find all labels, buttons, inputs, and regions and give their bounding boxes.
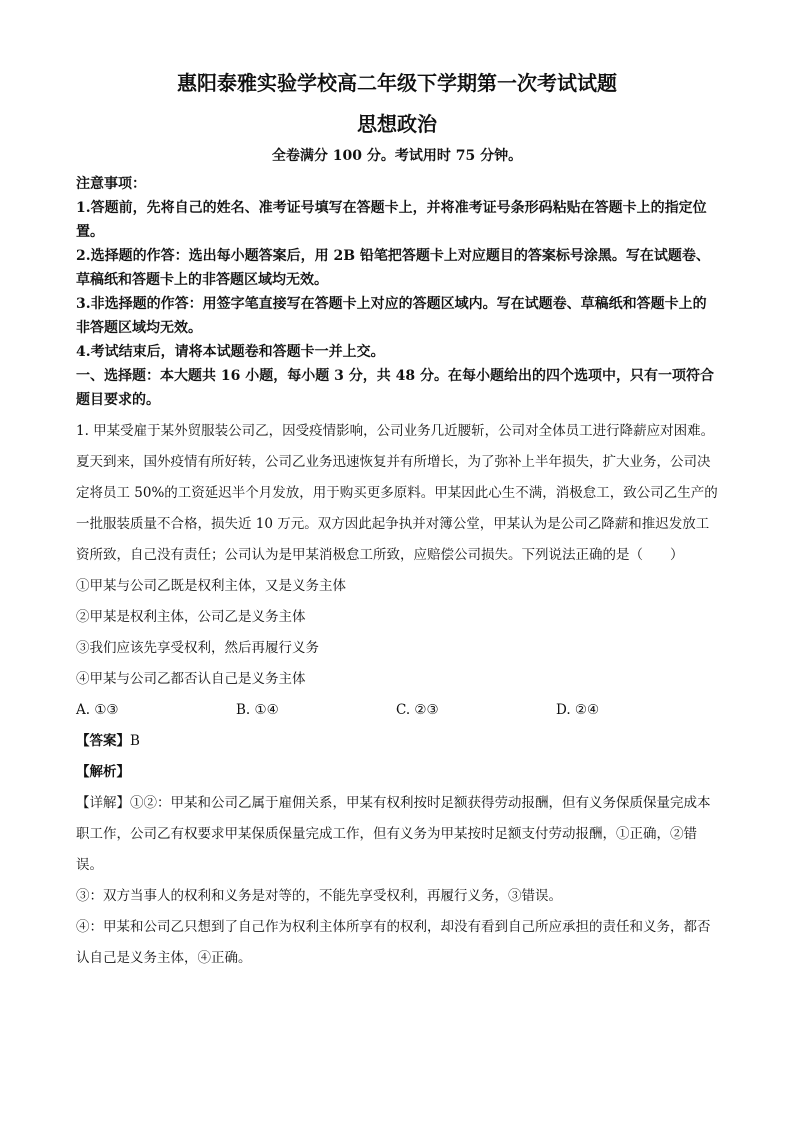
- option-d: D. ②④: [556, 702, 600, 718]
- answer-line: [76, 726, 718, 757]
- notice-item: 1.答题前，先将自己的姓名、准考证号填写在答题卡上，并将准考证号条形码粘贴在答题卡上的指定位置。: [76, 200, 707, 240]
- option-a: A. ①③: [76, 702, 119, 718]
- analysis-paragraph: 【详解】①②：甲某和公司乙属于雇佣关系，甲某有权利按时足额获得劳动报酬，但有义务保质保量完成本职工作，公司乙有权要求甲某保质保量完成工作，但有义务为甲某按时足额支付劳动报酬，①正确，②错误。: [76, 795, 711, 873]
- statement: ③我们应该先享受权利，然后再履行义务: [76, 640, 319, 656]
- notice-block: [76, 172, 718, 364]
- answer-value: B: [130, 733, 140, 749]
- question-stem: 1. 甲某受雇于某外贸服装公司乙，因受疫情影响，公司业务几近腰斩，公司对全体员工进行降薪应对困难。夏天到来，国外疫情有所好转，公司乙业务迅速恢复并有所增长，为了弥补上半年损失，扩大业务，公司决定将员工 50%的工资延迟半个月发放，用于购买更多原料。甲某因此心生不满，消极怠工，致公司乙生产的一批服装质量不合格，损失近 10 万元。双方因此起争执并对簿公堂，甲某认为是公司乙降薪和推迟发放工资所致，自己没有责任；公司认为是甲某消极怠工所致，应赔偿公司损失。下列说法正确的是（ ）: [76, 423, 718, 563]
- analysis-paragraph: ④：甲某和公司乙只想到了自己作为权利主体所享有的权利，却没有看到自己所应承担的责任和义务，都否认自己是义务主体，④正确。: [76, 919, 711, 966]
- notice-item: 2.选择题的作答：选出每小题答案后，用 2B 铅笔把答题卡上对应题目的答案标号涂黑。写在试题卷、草稿纸和答题卡上的非答题区域均无效。: [76, 248, 710, 288]
- question-1: [76, 416, 718, 695]
- subject-title: 思想政治: [357, 112, 437, 136]
- analysis-block: [76, 788, 718, 974]
- option-b: B. ①④: [236, 702, 279, 718]
- statement: ②甲某是权利主体，公司乙是义务主体: [76, 609, 306, 625]
- exam-title: 惠阳泰雅实验学校高二年级下学期第一次考试试题: [177, 71, 617, 95]
- analysis-paragraph: ③：双方当事人的权利和义务是对等的，不能先享受权利，再履行义务，③错误。: [76, 888, 562, 904]
- exam-meta: 全卷满分 100 分。考试用时 75 分钟。: [271, 148, 523, 164]
- option-c: C. ②③: [396, 702, 439, 718]
- analysis-label: 【解析】: [76, 764, 130, 780]
- answer-label: 【答案】: [76, 733, 130, 749]
- statement: ①甲某与公司乙既是权利主体，又是义务主体: [76, 578, 346, 594]
- notice-item: 3.非选择题的作答：用签字笔直接写在答题卡上对应的答题区域内。写在试题卷、草稿纸和答题卡上的非答题区域均无效。: [76, 296, 707, 336]
- answer-options: [76, 695, 718, 726]
- section-heading: 一、选择题：本大题共 16 小题，每小题 3 分，共 48 分。在每小题给出的四个选项中，只有一项符合题目要求的。: [76, 368, 714, 408]
- notice-item: 4.考试结束后，请将本试题卷和答题卡一并上交。: [76, 344, 385, 360]
- analysis-heading-line: [76, 757, 718, 788]
- statement: ④甲某与公司乙都否认自己是义务主体: [76, 671, 306, 687]
- notice-heading: 注意事项：: [76, 176, 146, 192]
